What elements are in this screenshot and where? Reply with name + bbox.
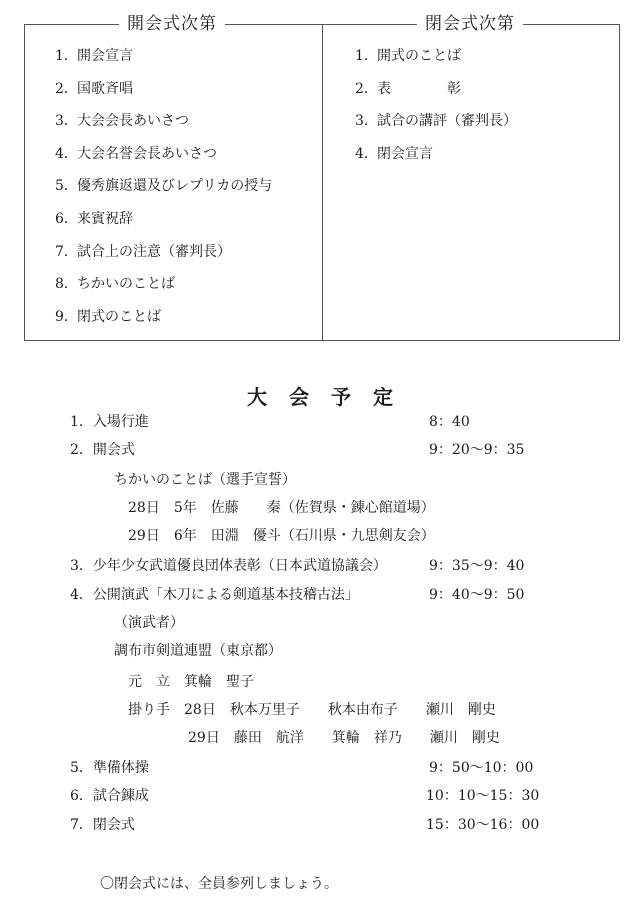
list-item xyxy=(55,273,272,306)
schedule-time: 9：35～9：40 xyxy=(429,558,525,574)
schedule-item: 3．少年少女武道優良団体表彰（日本武道協議会） xyxy=(70,558,387,574)
item-number: 1． xyxy=(55,48,78,64)
item-number: 4． xyxy=(355,145,378,162)
schedule-subitem: 29日 6年 田淵 優斗（石川県・九思剣友会） xyxy=(128,528,435,544)
list-item xyxy=(55,306,272,339)
schedule-item: 7．閉会式 xyxy=(70,817,135,833)
schedule-subitem: 掛り手 28日 秋本万里子 秋本由布子 瀬川 剛史 xyxy=(128,702,496,718)
item-number: 5． xyxy=(55,178,78,195)
item-number: 4． xyxy=(55,145,78,162)
list-item xyxy=(55,78,272,111)
schedule-time: 10：10～15：30 xyxy=(426,788,540,804)
item-number: 6． xyxy=(55,210,78,227)
item-number: 2． xyxy=(55,80,78,97)
schedule-item: 5．準備体操 xyxy=(70,760,149,776)
closing-ceremony-title: 閉会式次第 xyxy=(417,13,523,35)
item-text: 開会宣言 xyxy=(77,48,133,64)
schedule-subitem: 調布市剣道連盟（東京都） xyxy=(114,643,282,659)
item-number: 7． xyxy=(55,243,78,260)
attendance-note: 〇閉会式には、全員参列しましょう。 xyxy=(100,876,338,892)
schedule-subitem: 29日 藤田 航洋 箕輪 祥乃 瀬川 剛史 xyxy=(188,730,500,746)
schedule-item: 4．公開演武「木刀による剣道基本技稽古法」 xyxy=(70,587,359,603)
schedule-time: 8：40 xyxy=(429,414,470,430)
schedule-time: 9：40～9：50 xyxy=(429,587,525,603)
item-text: 来賓祝辞 xyxy=(77,210,133,227)
item-text: 大会名誉会長あいさつ xyxy=(77,145,217,162)
item-text: 閉会宣言 xyxy=(377,145,433,162)
schedule-subitem: （演武者） xyxy=(114,615,184,631)
item-text: 開式のことば xyxy=(377,48,461,64)
ceremony-program-box xyxy=(24,14,620,341)
item-text: 表 彰 xyxy=(377,80,461,97)
opening-ceremony-title: 開会式次第 xyxy=(119,13,225,35)
list-item xyxy=(55,241,272,274)
list-item xyxy=(55,45,272,78)
list-item xyxy=(55,208,272,241)
schedule-time: 9：50～10：00 xyxy=(429,760,534,776)
item-number: 2． xyxy=(355,80,378,97)
schedule-item: 6．試合錬成 xyxy=(70,788,149,804)
item-text: 大会会長あいさつ xyxy=(77,113,189,130)
list-item xyxy=(55,110,272,143)
schedule-time: 15：30～16：00 xyxy=(426,817,540,833)
schedule-item: 2．開会式 xyxy=(70,442,135,458)
list-item xyxy=(355,45,517,78)
opening-ceremony-list xyxy=(55,45,272,338)
item-text: ちかいのことば xyxy=(77,276,175,293)
item-number: 3． xyxy=(355,113,378,130)
list-item xyxy=(55,143,272,176)
item-number: 9． xyxy=(55,308,78,325)
item-text: 国歌斉唱 xyxy=(77,80,133,97)
item-text: 閉式のことば xyxy=(77,308,161,325)
list-item xyxy=(355,110,517,143)
item-number: 8． xyxy=(55,276,78,293)
list-item xyxy=(355,143,517,176)
list-item xyxy=(55,175,272,208)
schedule-time: 9：20～9：35 xyxy=(429,442,525,458)
schedule-heading: 大会予定 xyxy=(247,385,415,409)
item-number: 3． xyxy=(55,113,78,130)
list-item xyxy=(355,78,517,111)
column-divider xyxy=(322,25,323,340)
item-number: 1． xyxy=(355,48,378,64)
item-text: 優秀旗返還及びレプリカの授与 xyxy=(77,178,273,195)
item-text: 試合上の注意（審判長） xyxy=(77,243,231,260)
schedule-subitem: ちかいのことば（選手宣誓） xyxy=(114,472,296,488)
closing-ceremony-list xyxy=(355,45,517,175)
schedule-subitem: 28日 5年 佐藤 秦（佐賀県・錬心館道場） xyxy=(128,500,435,516)
schedule-item: 1．入場行進 xyxy=(70,414,149,430)
schedule-subitem: 元 立 箕輪 聖子 xyxy=(128,674,254,690)
item-text: 試合の講評（審判長） xyxy=(377,113,517,130)
